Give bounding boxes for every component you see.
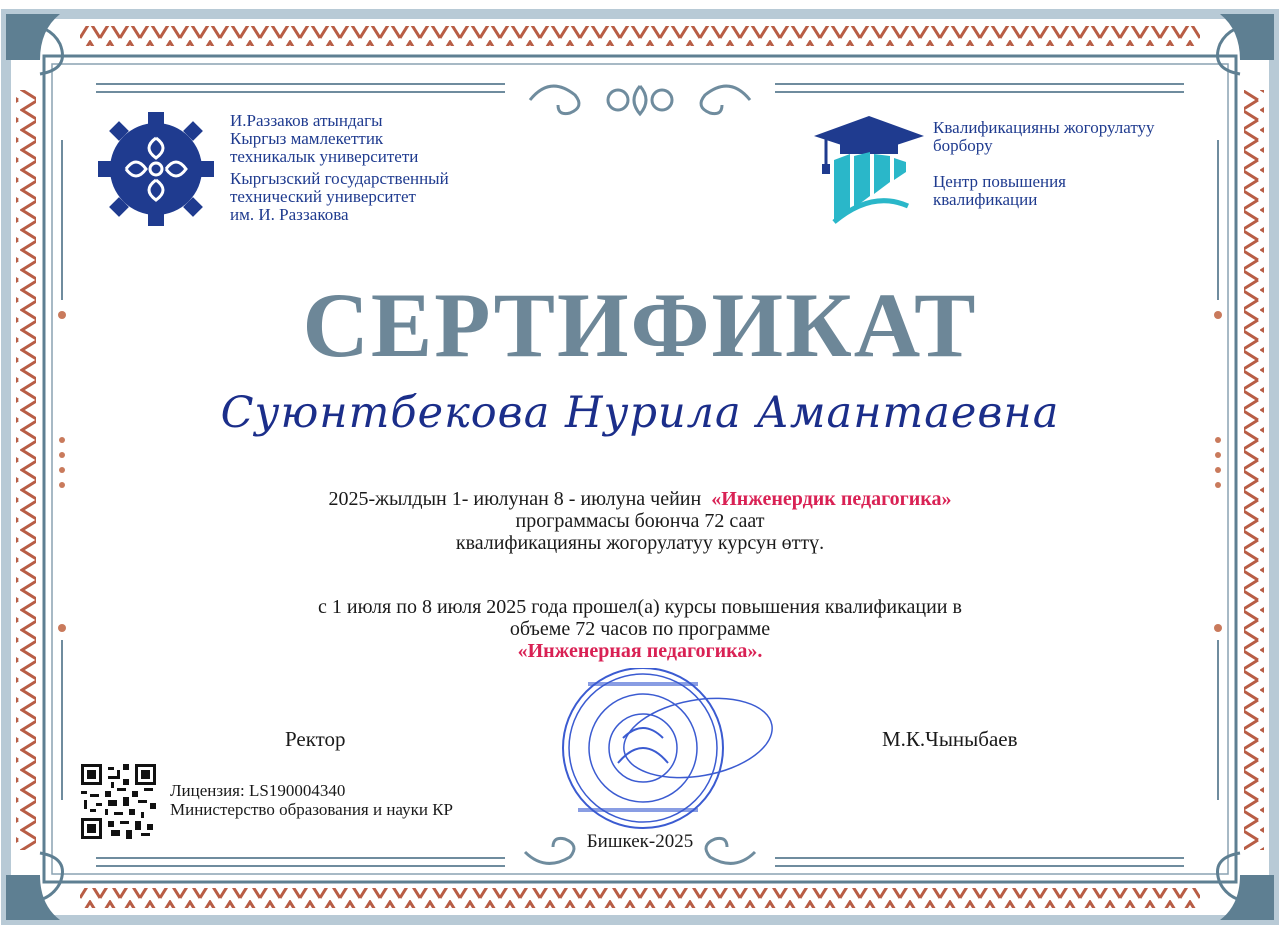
training-center-name <box>933 119 1198 209</box>
kg-line-1 <box>0 488 1280 510</box>
program-name-kg: «Инженердик педагогика» <box>711 488 952 510</box>
university-name-kg <box>230 112 449 166</box>
kg-line-2: программасы боюнча 72 саат <box>515 510 765 532</box>
university-kg-line: техникалык университети <box>230 147 419 166</box>
university-name <box>230 112 449 224</box>
official-stamp-icon <box>548 668 773 838</box>
license-info <box>170 781 453 819</box>
kg-description <box>0 488 1280 554</box>
university-emblem-icon <box>96 108 216 230</box>
center-kg-line: Квалификацияны жогорулатуу <box>933 118 1155 137</box>
graduation-cap-building-icon <box>812 110 927 225</box>
recipient-name: Суюнтбекова Нурила Амантаевна <box>220 388 1060 438</box>
ru-description <box>0 596 1280 662</box>
program-name-ru: «Инженерная педагогика». <box>517 640 763 662</box>
city-year: Бишкек-2025 <box>586 831 694 852</box>
kg-line-3: квалификацияны жогорулатуу курсун өттү. <box>455 532 825 554</box>
signatory-name: М.К.Чыныбаев <box>882 727 1018 751</box>
kg-line-1-text: 2025-жылдын 1- июлунан 8 - июлуна чейин <box>328 488 702 510</box>
certificate-title: СЕРТИФИКАТ <box>302 274 978 376</box>
university-kg-line: Кыргыз мамлекеттик <box>230 129 384 148</box>
ru-line-1: с 1 июля по 8 июля 2025 года прошел(а) курсы повышения квалификации в <box>318 596 962 618</box>
ru-line-2: объеме 72 часов по программе <box>509 618 771 640</box>
license-number: Лицензия: LS190004340 <box>170 781 346 800</box>
center-kg-line: борбору <box>933 136 993 155</box>
university-ru-line: технический университет <box>230 187 416 206</box>
university-name-ru <box>230 170 449 224</box>
license-issuer: Министерство образования и науки КР <box>170 800 454 819</box>
university-ru-line: им. И. Раззакова <box>230 205 349 224</box>
center-ru-line: квалификации <box>933 190 1038 209</box>
qr-code-icon <box>81 764 156 839</box>
center-ru-line: Центр повышения <box>933 172 1067 191</box>
training-center-ru <box>933 173 1198 209</box>
signatory-role: Ректор <box>285 727 346 751</box>
training-center-kg <box>933 119 1198 155</box>
university-kg-line: И.Раззаков атындагы <box>230 111 383 130</box>
university-ru-line: Кыргызский государственный <box>230 169 449 188</box>
